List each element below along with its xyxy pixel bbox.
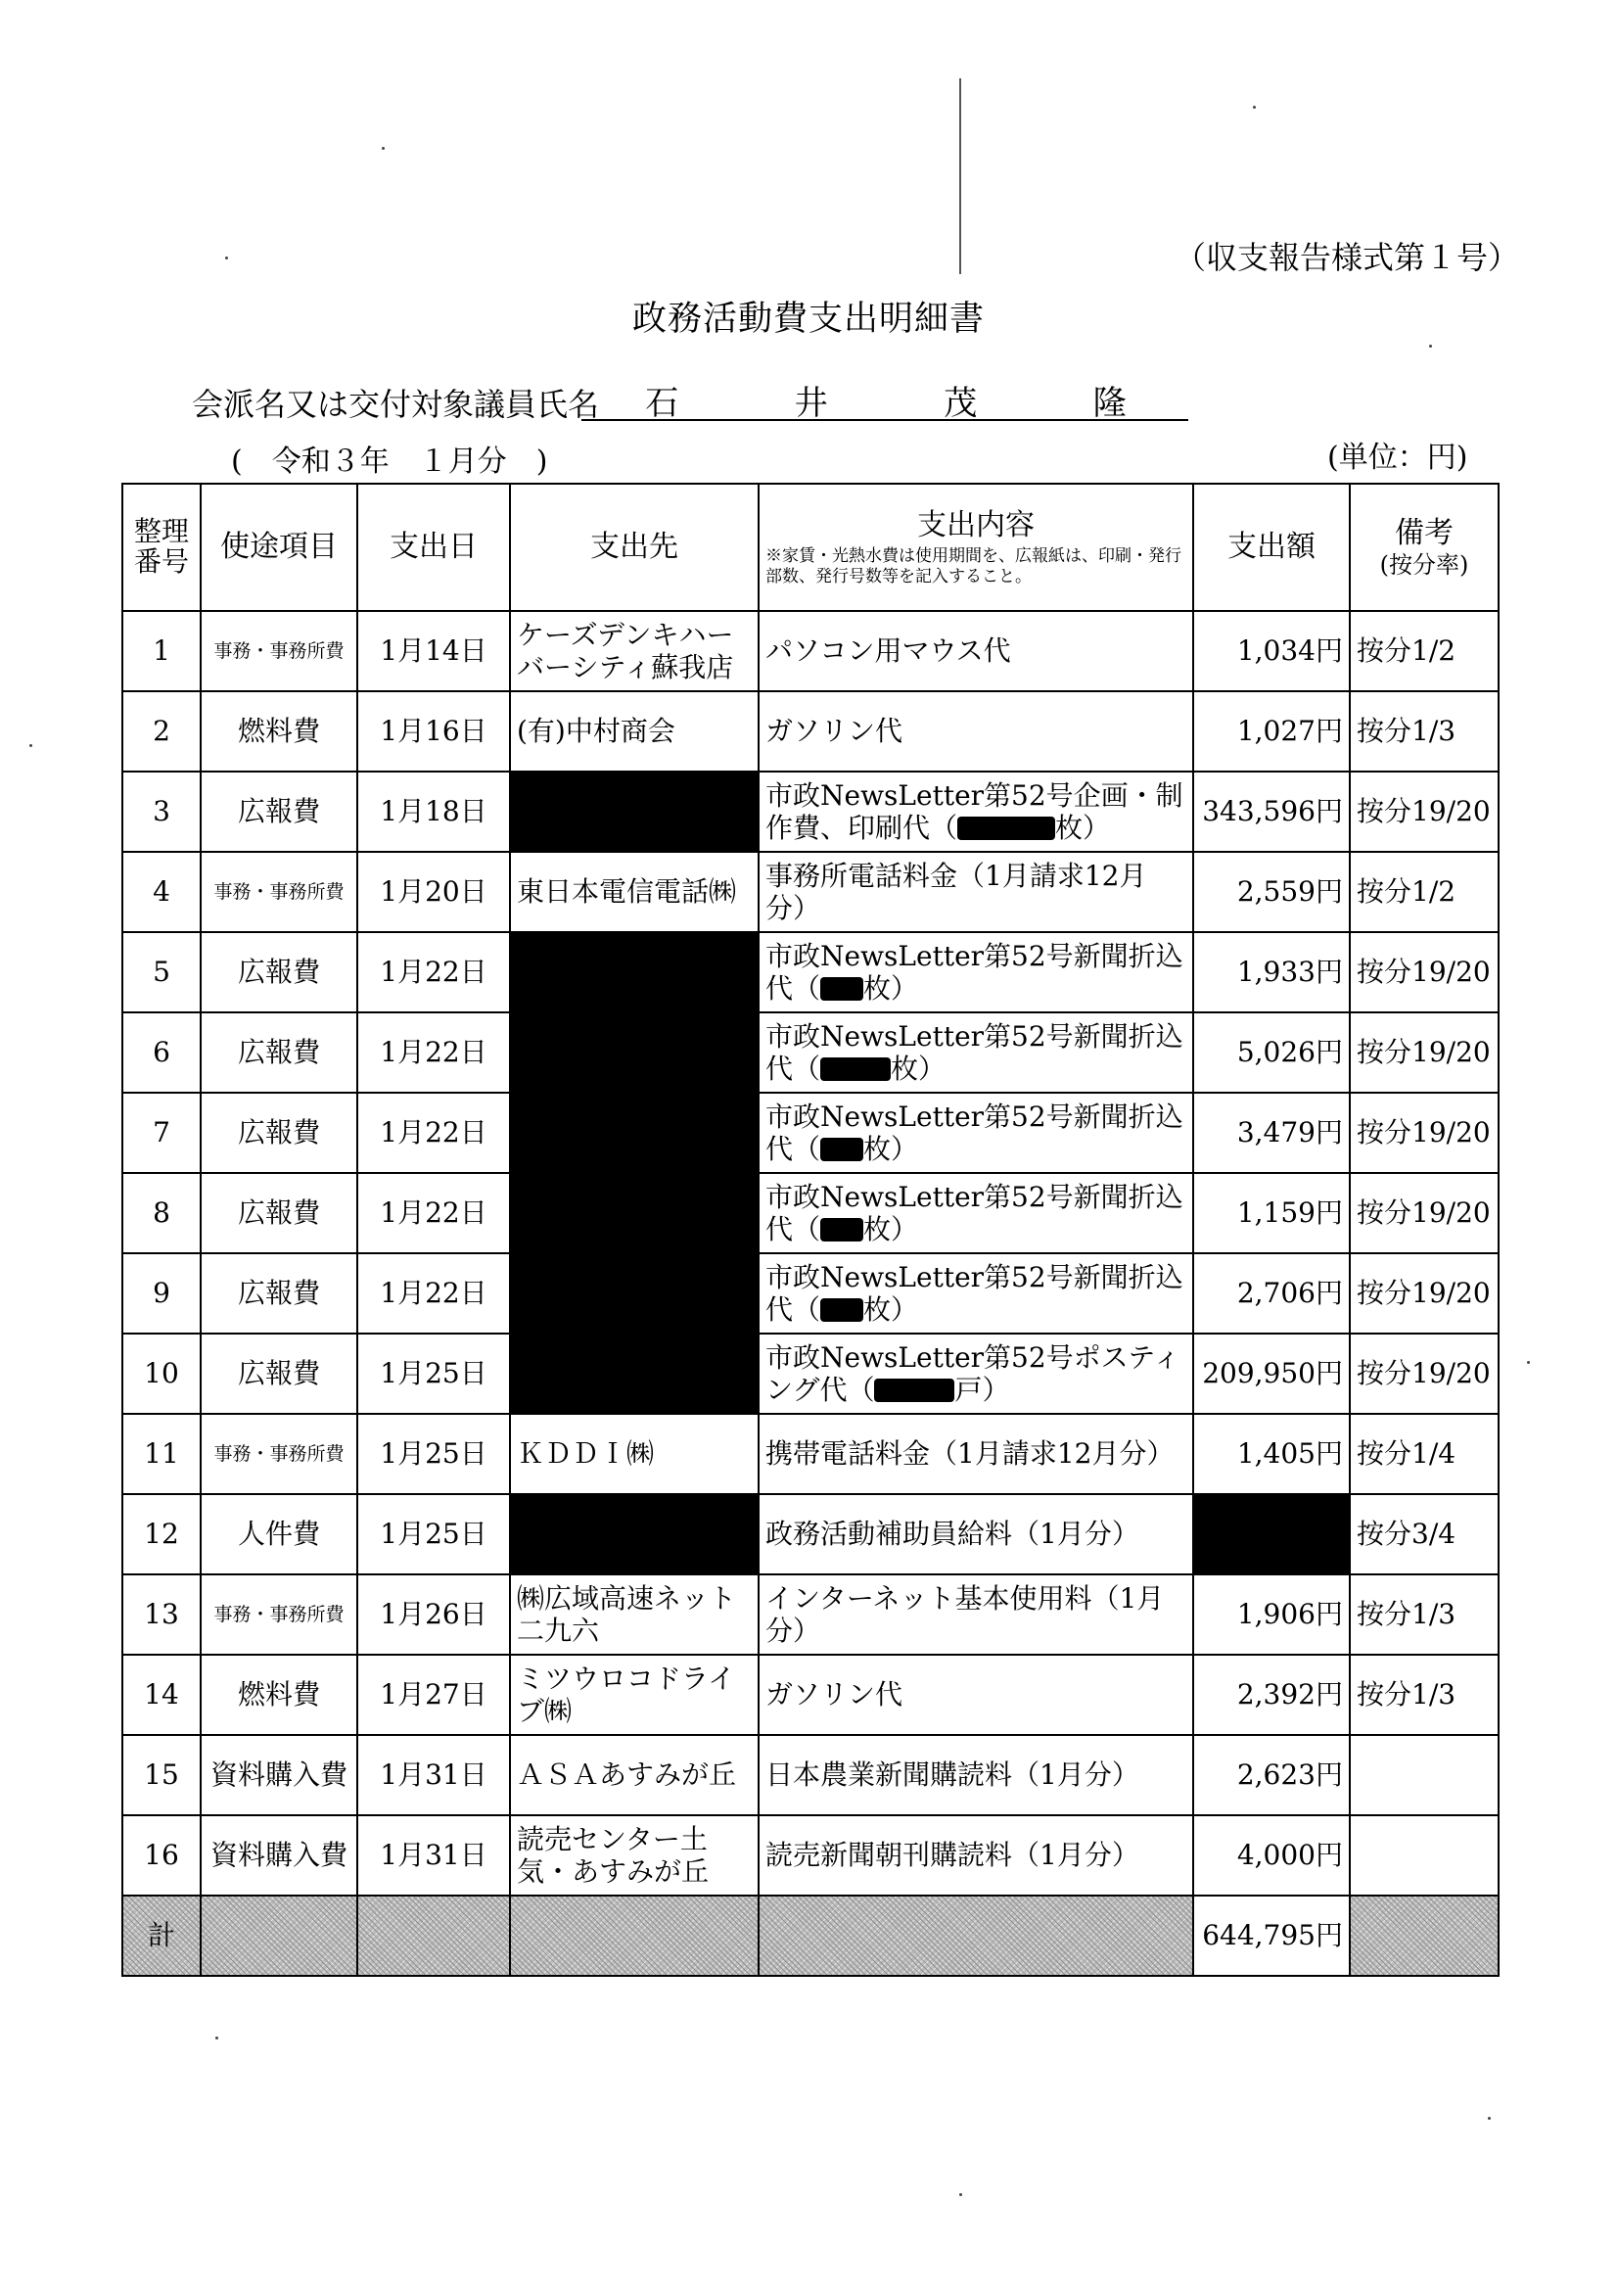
header-remarks: [1350, 484, 1499, 611]
cell-category: 広報費: [201, 1253, 357, 1334]
cell-no: 15: [122, 1735, 201, 1815]
table-row: [122, 1253, 1499, 1334]
cell-remarks: 按分19/20: [1350, 1012, 1499, 1093]
redaction-mark: [820, 1057, 891, 1081]
hatched-cell: [759, 1896, 1193, 1976]
table-row: [122, 1494, 1499, 1574]
name-underline: [581, 419, 1188, 421]
scan-speck: [225, 257, 228, 259]
table-row: [122, 1414, 1499, 1494]
redaction-mark: [957, 817, 1055, 840]
cell-payee: ＡＳＡあすみが丘: [510, 1735, 759, 1815]
cell-date: 1月18日: [357, 772, 510, 852]
cell-content: [759, 1093, 1193, 1173]
cell-amount: 1,906円: [1193, 1574, 1350, 1655]
scan-speck: [959, 2193, 962, 2196]
cell-remarks: 按分1/2: [1350, 852, 1499, 932]
cell-remarks: 按分19/20: [1350, 1334, 1499, 1414]
cell-amount: 343,596円: [1193, 772, 1350, 852]
cell-content: 政務活動補助員給料（1月分）: [759, 1494, 1193, 1574]
table-row: [122, 1173, 1499, 1253]
cell-content: 読売新聞朝刊購読料（1月分）: [759, 1815, 1193, 1896]
cell-no: 9: [122, 1253, 201, 1334]
table-row: [122, 1012, 1499, 1093]
cell-date: 1月25日: [357, 1414, 510, 1494]
scan-speck: [1429, 345, 1432, 348]
cell-date: 1月27日: [357, 1655, 510, 1735]
cell-date: 1月22日: [357, 1173, 510, 1253]
content-text: 市政NewsLetter第52号新聞折込代（: [765, 1019, 1183, 1085]
cell-remarks: [1350, 1735, 1499, 1815]
table-row: [122, 1815, 1499, 1896]
scan-speck: [1253, 106, 1256, 109]
cell-payee: ㈱広域高速ネット二九六: [510, 1574, 759, 1655]
cell-no: 12: [122, 1494, 201, 1574]
cell-category: 事務・事務所費: [201, 852, 357, 932]
cell-category: 広報費: [201, 1012, 357, 1093]
cell-category: 事務・事務所費: [201, 611, 357, 691]
redaction-mark: [820, 1298, 863, 1322]
header-content-note: ※家賃・光熱水費は使用期間を、広報紙は、印刷・発行部数、発行号数等を記入すること。: [765, 545, 1181, 586]
cell-content: 携帯電話料金（1月請求12月分）: [759, 1414, 1193, 1494]
cell-date: 1月31日: [357, 1735, 510, 1815]
cell-content: [759, 1173, 1193, 1253]
cell-content: パソコン用マウス代: [759, 611, 1193, 691]
header-payee: 支出先: [510, 484, 759, 611]
table-row: [122, 1334, 1499, 1414]
cell-remarks: 按分19/20: [1350, 1173, 1499, 1253]
content-tail: 枚）: [863, 1133, 919, 1165]
header-content: [759, 484, 1193, 611]
member-name-char: 石: [645, 384, 679, 423]
table-row: [122, 852, 1499, 932]
cell-amount: 4,000円: [1193, 1815, 1350, 1896]
cell-content: [759, 932, 1193, 1012]
hatched-cell: [201, 1896, 357, 1976]
scan-speck: [382, 147, 385, 150]
cell-remarks: 按分1/3: [1350, 1574, 1499, 1655]
cell-no: 1: [122, 611, 201, 691]
content-tail: 枚）: [1055, 812, 1111, 844]
cell-remarks: 按分19/20: [1350, 1253, 1499, 1334]
content-text: 市政NewsLetter第52号ポスティング代（: [765, 1340, 1180, 1406]
scan-artifact-line: [959, 78, 961, 274]
header-remarks-label: 備考: [1395, 516, 1454, 551]
redaction-mark: [874, 1379, 954, 1402]
cell-category: 燃料費: [201, 691, 357, 772]
cell-amount: 5,026円: [1193, 1012, 1350, 1093]
cell-category: 事務・事務所費: [201, 1574, 357, 1655]
cell-content: [759, 1334, 1193, 1414]
cell-date: 1月25日: [357, 1334, 510, 1414]
header-remarks-sub: (按分率): [1379, 550, 1469, 579]
expenditure-table: [121, 483, 1500, 1977]
cell-amount: 209,950円: [1193, 1334, 1350, 1414]
cell-remarks: 按分1/3: [1350, 691, 1499, 772]
header-content-label: 支出内容: [917, 507, 1035, 542]
cell-amount: 2,623円: [1193, 1735, 1350, 1815]
table-row: [122, 932, 1499, 1012]
cell-no: 7: [122, 1093, 201, 1173]
cell-date: 1月14日: [357, 611, 510, 691]
table-row: [122, 611, 1499, 691]
content-tail: 戸）: [954, 1374, 1010, 1406]
content-tail: 枚）: [863, 1213, 919, 1245]
cell-category: 人件費: [201, 1494, 357, 1574]
member-name-char: 井: [794, 384, 828, 423]
cell-date: 1月22日: [357, 1093, 510, 1173]
redaction-mark: [820, 977, 863, 1001]
period: ( 令和３年 １月分 ): [231, 445, 548, 479]
redaction-mark: [820, 1218, 863, 1242]
cell-category: 広報費: [201, 932, 357, 1012]
cell-content: [759, 1012, 1193, 1093]
document-title: 政務活動費支出明細書: [631, 300, 985, 339]
content-text: 市政NewsLetter第52号新聞折込代（: [765, 939, 1183, 1005]
cell-no: 10: [122, 1334, 201, 1414]
cell-amount: 1,933円: [1193, 932, 1350, 1012]
cell-no: 11: [122, 1414, 201, 1494]
content-text: 市政NewsLetter第52号新聞折込代（: [765, 1180, 1183, 1245]
cell-remarks: 按分1/4: [1350, 1414, 1499, 1494]
scan-speck: [215, 2037, 218, 2039]
cell-payee: 読売センター土気・あすみが丘: [510, 1815, 759, 1896]
cell-category: 資料購入費: [201, 1735, 357, 1815]
form-label: （収支報告様式第１号）: [1175, 239, 1520, 276]
header-date: 支出日: [357, 484, 510, 611]
cell-content: インターネット基本使用料（1月分）: [759, 1574, 1193, 1655]
cell-amount: 2,559円: [1193, 852, 1350, 932]
cell-no: 3: [122, 772, 201, 852]
total-row: [122, 1896, 1499, 1976]
hatched-cell: [357, 1896, 510, 1976]
hatched-cell: [1350, 1896, 1499, 1976]
hatched-cell: [510, 1896, 759, 1976]
cell-no: 4: [122, 852, 201, 932]
total-amount: 644,795円: [1193, 1896, 1350, 1976]
header-amount: 支出額: [1193, 484, 1350, 611]
unit-label: (単位：円): [1327, 441, 1468, 475]
cell-content: ガソリン代: [759, 1655, 1193, 1735]
content-text: 市政NewsLetter第52号新聞折込代（: [765, 1260, 1183, 1326]
cell-remarks: 按分19/20: [1350, 772, 1499, 852]
cell-category: 広報費: [201, 1334, 357, 1414]
cell-payee: ミツウロコドライブ㈱: [510, 1655, 759, 1735]
cell-content: [759, 1253, 1193, 1334]
total-label: 計: [122, 1896, 201, 1976]
cell-payee: 東日本電信電話㈱: [510, 852, 759, 932]
table-row: [122, 1093, 1499, 1173]
cell-category: 資料購入費: [201, 1815, 357, 1896]
cell-category: 広報費: [201, 1093, 357, 1173]
table-row: [122, 1574, 1499, 1655]
cell-content: [759, 772, 1193, 852]
content-text: 市政NewsLetter第52号企画・制作費、印刷代（: [765, 778, 1183, 844]
cell-date: 1月22日: [357, 932, 510, 1012]
redacted-payee: [510, 932, 759, 1414]
scan-speck: [29, 744, 32, 747]
cell-category: 広報費: [201, 772, 357, 852]
cell-remarks: 按分3/4: [1350, 1494, 1499, 1574]
cell-amount: 2,392円: [1193, 1655, 1350, 1735]
cell-amount: 3,479円: [1193, 1093, 1350, 1173]
cell-content: ガソリン代: [759, 691, 1193, 772]
cell-category: 広報費: [201, 1173, 357, 1253]
cell-amount: 1,027円: [1193, 691, 1350, 772]
content-tail: 枚）: [863, 1293, 919, 1326]
content-tail: 枚）: [863, 972, 919, 1005]
cell-remarks: [1350, 1815, 1499, 1896]
cell-date: 1月31日: [357, 1815, 510, 1896]
header-no: 整理番号: [122, 484, 201, 611]
cell-content: 事務所電話料金（1月請求12月分）: [759, 852, 1193, 932]
cell-amount: 1,034円: [1193, 611, 1350, 691]
table-row: [122, 772, 1499, 852]
cell-no: 16: [122, 1815, 201, 1896]
redacted-amount: [1193, 1494, 1350, 1574]
cell-date: 1月16日: [357, 691, 510, 772]
cell-payee: ケーズデンキハーバーシティ蘇我店: [510, 611, 759, 691]
cell-payee: ＫＤＤＩ㈱: [510, 1414, 759, 1494]
content-text: 市政NewsLetter第52号新聞折込代（: [765, 1100, 1183, 1165]
cell-no: 13: [122, 1574, 201, 1655]
cell-payee: (有)中村商会: [510, 691, 759, 772]
scan-speck: [1488, 2117, 1491, 2120]
cell-remarks: 按分19/20: [1350, 1093, 1499, 1173]
cell-no: 5: [122, 932, 201, 1012]
redacted-payee: [510, 1494, 759, 1574]
redacted-payee: [510, 772, 759, 852]
cell-amount: 2,706円: [1193, 1253, 1350, 1334]
redaction-mark: [820, 1138, 863, 1161]
cell-date: 1月25日: [357, 1494, 510, 1574]
cell-no: 2: [122, 691, 201, 772]
cell-amount: 1,159円: [1193, 1173, 1350, 1253]
member-name-char: 隆: [1092, 384, 1127, 423]
table-header-row: [122, 484, 1499, 611]
member-name: [587, 376, 1184, 424]
cell-remarks: 按分1/2: [1350, 611, 1499, 691]
content-tail: 枚）: [891, 1053, 947, 1085]
cell-content: 日本農業新聞購読料（1月分）: [759, 1735, 1193, 1815]
table-row: [122, 691, 1499, 772]
cell-remarks: 按分19/20: [1350, 932, 1499, 1012]
header-category: 使途項目: [201, 484, 357, 611]
cell-date: 1月20日: [357, 852, 510, 932]
cell-remarks: 按分1/3: [1350, 1655, 1499, 1735]
cell-no: 6: [122, 1012, 201, 1093]
cell-category: 燃料費: [201, 1655, 357, 1735]
name-label: 会派名又は交付対象議員氏名: [192, 386, 600, 423]
cell-date: 1月26日: [357, 1574, 510, 1655]
cell-date: 1月22日: [357, 1253, 510, 1334]
member-name-char: 茂: [944, 384, 978, 423]
table-row: [122, 1655, 1499, 1735]
cell-amount: 1,405円: [1193, 1414, 1350, 1494]
cell-category: 事務・事務所費: [201, 1414, 357, 1494]
cell-no: 8: [122, 1173, 201, 1253]
cell-no: 14: [122, 1655, 201, 1735]
table-row: [122, 1735, 1499, 1815]
cell-date: 1月22日: [357, 1012, 510, 1093]
scan-speck: [1527, 1361, 1530, 1364]
